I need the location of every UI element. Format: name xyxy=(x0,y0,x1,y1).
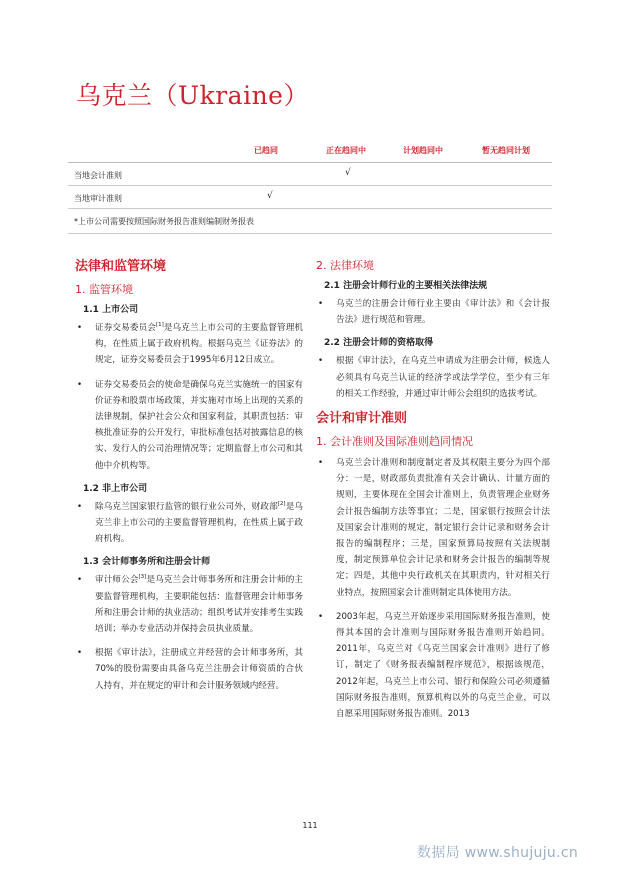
list-item xyxy=(316,353,550,402)
bullet-icon: • xyxy=(77,648,83,659)
watermark: 数据局 www.shujuju.cn xyxy=(417,845,578,861)
text: 是乌克兰上市公司的主要监督管理机构，在性质上属于政府机构。根据乌克兰《证券法》的规定，证券交易委员会于1995年6月12日成立。 xyxy=(95,323,303,366)
bullet-icon: • xyxy=(77,323,83,333)
table-note: *上市公司需要按照国际财务报告准则编制财务报表 xyxy=(74,217,254,226)
sub-subsection-heading: 1.3 会计师事务所和注册会计师 xyxy=(83,557,211,568)
bullet-icon: • xyxy=(318,356,324,367)
text: 乌克兰的注册会计师行业主要由《审计法》和《会计报告法》进行规范和管理。 xyxy=(336,299,550,326)
section-heading: 法律和监管环境 xyxy=(75,259,167,274)
bullet-icon: • xyxy=(77,575,83,586)
subsection-heading: 1. 会计准则及国际准则趋同情况 xyxy=(316,435,473,449)
header-no-plan: 暂无趋同计划 xyxy=(482,146,530,155)
table-row xyxy=(68,186,552,209)
row-label: 当地会计准则 xyxy=(74,171,122,180)
check-mark: √ xyxy=(345,168,351,178)
bullet-icon: • xyxy=(318,458,324,469)
text: 乌克兰会计准则和制度制定者及其权限主要分为四个部分：一是，财政部负责批准有关会计确认、计量方面的规则，主要体现在全国会计准则上，负责管理企业财务会计报告编制方法等事宜；二是，国家银行按照会计法及国家会计准则的规定，制定银行会计记录和财务会计报告的编制程序；三是，国家预算局按照有关法规制度，制定预算单位会计记录和财务会计报告的编制等规定；四是，其他中央行政机关在其职责内，针对相关行业特点，按照国家会计准则制定具体使用方法。 xyxy=(336,458,550,598)
page-number: 111 xyxy=(302,821,318,830)
list-item xyxy=(75,377,303,474)
bullet-icon: • xyxy=(318,611,324,622)
text: 除乌克兰国家银行监管的银行业公司外，财政部 xyxy=(95,501,278,512)
subsection-heading: 1. 监管环境 xyxy=(75,283,133,296)
text: 2003年起，乌克兰开始逐步采用国际财务报告准则，使得其本国的会计准则与国际财务报告准则开始趋同。2011年，乌克兰对《乌克兰国家会计准则》进行了修订，制定了《财务报表编制程序规范》，根据该规范，2012年起，乌克兰上市公司、银行和保险公司必须遵循国际财务报告准则，预算机构以外的乌克兰企业，可以自愿采用国际财务报告准则。2013 xyxy=(336,611,550,720)
list-item xyxy=(316,455,550,601)
text: 证券交易委员会的使命是确保乌克兰实施统一的国家有价证券和股票市场政策，并实施对市场上出现的关系的法律规制，保护社会公众和国家利益，其职责包括：审核批准证券的公开发行，审批标准包括对披露信息的核实、发行人的公司治理情况等；定期监督上市公司和其他中介机构等。 xyxy=(95,379,303,471)
header-converged: 已趋同 xyxy=(254,146,278,155)
list-item xyxy=(75,645,303,694)
table-note-row xyxy=(68,209,552,234)
text: 审计师公会 xyxy=(95,575,139,586)
footnote-ref: [2] xyxy=(277,500,286,507)
left-column xyxy=(75,258,303,702)
right-column xyxy=(316,258,550,730)
row-label: 当地审计准则 xyxy=(74,194,122,203)
section-heading: 会计和审计准则 xyxy=(316,411,408,427)
header-converging: 正在趋同中 xyxy=(326,146,366,155)
text: 是乌克兰会计师事务所和注册会计师的主要监督管理机构，主要职能包括：监督管理会计师事务所和注册会计师的执业活动；组织考试并安排考生实践培训；举办专业活动并保持会员执业质量。 xyxy=(95,575,303,635)
text: 根据《审计法》，注册成立并经营的会计师事务所，其70%的股份需要由具备乌克兰注册会计师资质的合伙人持有，并在规定的审计和会计服务领域内经营。 xyxy=(95,648,303,691)
check-mark: √ xyxy=(267,191,273,201)
bullet-icon: • xyxy=(77,501,83,512)
header-planned: 计划趋同中 xyxy=(403,146,443,155)
page-title: 乌克兰（Ukraine） xyxy=(76,81,309,110)
table-row xyxy=(68,163,552,186)
list-item xyxy=(75,499,303,548)
list-item xyxy=(316,609,550,722)
sub-subsection-heading: 2.1 注册会计师行业的主要相关法律法规 xyxy=(324,281,488,291)
bullet-icon: • xyxy=(318,299,324,309)
sub-subsection-heading: 1.1 上市公司 xyxy=(83,305,139,315)
list-item xyxy=(75,572,303,637)
text: 根据《审计法》，在乌克兰申请成为注册会计师，候选人必须具有乌克兰认证的经济学或法学学位，至少有三年的相关工作经验，并通过审计师公会组织的选拔考试。 xyxy=(336,356,550,399)
footnote-ref: [3] xyxy=(138,574,147,581)
list-item xyxy=(75,320,303,369)
sub-subsection-heading: 2.2 注册会计师的资格取得 xyxy=(324,338,434,349)
subsection-heading: 2. 法律环境 xyxy=(316,259,374,272)
text: 是乌克兰非上市公司的主要监督管理机构，在性质上属于政府机构。 xyxy=(95,501,303,545)
table-header-row xyxy=(68,140,552,163)
convergence-status-table xyxy=(68,140,552,234)
bullet-icon: • xyxy=(77,379,83,390)
text: 证券交易委员会 xyxy=(95,323,156,333)
sub-subsection-heading: 1.2 非上市公司 xyxy=(83,483,148,494)
footnote-ref: [1] xyxy=(155,322,164,329)
list-item xyxy=(316,296,550,328)
